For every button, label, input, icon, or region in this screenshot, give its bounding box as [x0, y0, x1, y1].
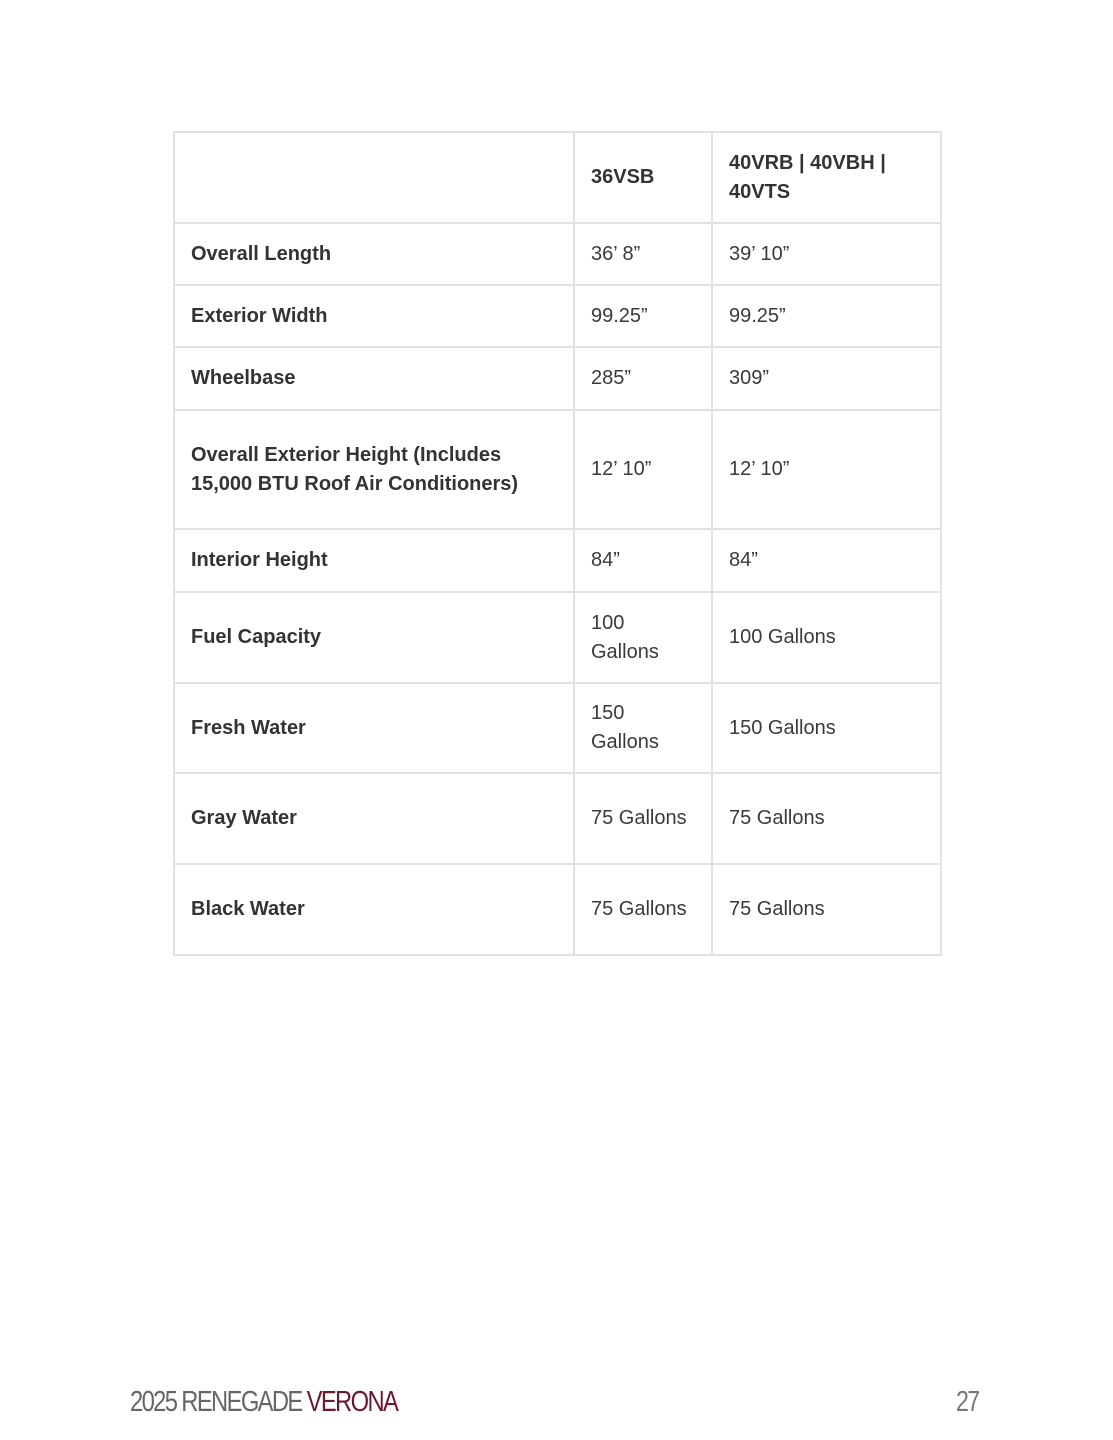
footer-brand	[130, 1382, 397, 1422]
table-row	[174, 285, 941, 347]
table-header-row	[174, 132, 941, 223]
page-number: 27	[956, 1386, 979, 1418]
table-row	[174, 223, 941, 285]
row-value-36vsb: 84”	[574, 529, 712, 592]
header-feature	[174, 132, 574, 223]
table-row	[174, 347, 941, 410]
table-row	[174, 410, 941, 529]
row-feature-label: Fresh Water	[174, 683, 574, 773]
row-value-40v: 150 Gallons	[712, 683, 941, 773]
row-feature-label: Exterior Width	[174, 285, 574, 347]
spec-table	[173, 131, 942, 956]
row-value-36vsb: 75 Gallons	[574, 864, 712, 955]
header-model-36vsb: 36VSB	[574, 132, 712, 223]
table-row	[174, 864, 941, 955]
row-feature-label: Overall Exterior Height (Includes 15,000 BTU Roof Air Conditioners)	[174, 410, 574, 529]
row-value-36vsb: 36’ 8”	[574, 223, 712, 285]
row-feature-label: Interior Height	[174, 529, 574, 592]
table-row	[174, 592, 941, 683]
row-feature-label: Overall Length	[174, 223, 574, 285]
row-value-40v: 75 Gallons	[712, 864, 941, 955]
row-value-40v: 12’ 10”	[712, 410, 941, 529]
row-value-40v: 309”	[712, 347, 941, 410]
row-value-40v: 75 Gallons	[712, 773, 941, 864]
row-value-40v: 39’ 10”	[712, 223, 941, 285]
row-value-36vsb: 285”	[574, 347, 712, 410]
header-model-40v: 40VRB | 40VBH | 40VTS	[712, 132, 941, 223]
row-value-36vsb: 12’ 10”	[574, 410, 712, 529]
table-row	[174, 529, 941, 592]
row-value-40v: 100 Gallons	[712, 592, 941, 683]
row-value-36vsb: 75 Gallons	[574, 773, 712, 864]
row-feature-label: Fuel Capacity	[174, 592, 574, 683]
footer-brand-accent: VERONA	[306, 1386, 398, 1418]
row-value-36vsb: 150 Gallons	[574, 683, 712, 773]
row-value-40v: 84”	[712, 529, 941, 592]
row-value-40v: 99.25”	[712, 285, 941, 347]
row-feature-label: Black Water	[174, 864, 574, 955]
table-row	[174, 773, 941, 864]
row-value-36vsb: 100 Gallons	[574, 592, 712, 683]
row-value-36vsb: 99.25”	[574, 285, 712, 347]
footer-brand-prefix: 2025 RENEGADE	[130, 1386, 307, 1418]
row-feature-label: Wheelbase	[174, 347, 574, 410]
row-feature-label: Gray Water	[174, 773, 574, 864]
table-row	[174, 683, 941, 773]
